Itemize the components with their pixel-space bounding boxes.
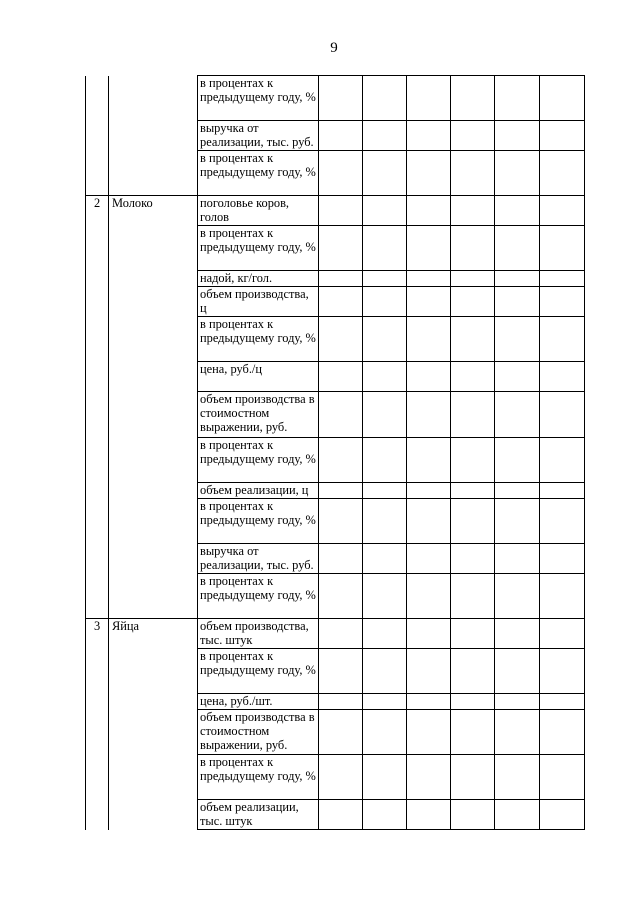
value-cell <box>451 574 495 619</box>
value-cell <box>363 619 407 649</box>
value-cell <box>407 574 451 619</box>
indicator-cell: цена, руб./шт. <box>198 694 319 710</box>
value-cell <box>495 499 540 544</box>
value-cell <box>319 121 363 151</box>
indicator-cell: объем производства в стоимостном выражении, руб. <box>198 710 319 755</box>
value-cell <box>540 710 585 755</box>
value-cell <box>495 755 540 800</box>
value-cell <box>451 619 495 649</box>
value-cell <box>407 76 451 121</box>
value-cell <box>407 362 451 392</box>
value-cell <box>495 76 540 121</box>
indicator-cell: в процентах к предыдущему году, % <box>198 317 319 362</box>
value-cell <box>319 499 363 544</box>
value-cell <box>451 544 495 574</box>
indicator-cell: в процентах к предыдущему году, % <box>198 76 319 121</box>
value-cell <box>319 544 363 574</box>
table-row <box>86 619 585 649</box>
value-cell <box>319 483 363 499</box>
value-cell <box>319 317 363 362</box>
value-cell <box>319 800 363 830</box>
row-number-cell <box>86 76 109 196</box>
value-cell <box>495 121 540 151</box>
value-cell <box>363 483 407 499</box>
value-cell <box>363 694 407 710</box>
page-number: 9 <box>330 40 338 56</box>
value-cell <box>363 499 407 544</box>
value-cell <box>540 800 585 830</box>
indicator-cell: объем производства в стоимостном выражении, руб. <box>198 392 319 438</box>
value-cell <box>319 710 363 755</box>
value-cell <box>540 196 585 226</box>
table-row <box>86 76 585 121</box>
value-cell <box>407 710 451 755</box>
value-cell <box>407 287 451 317</box>
value-cell <box>319 755 363 800</box>
value-cell <box>495 800 540 830</box>
value-cell <box>363 710 407 755</box>
value-cell <box>495 392 540 438</box>
value-cell <box>451 483 495 499</box>
value-cell <box>451 649 495 694</box>
value-cell <box>407 121 451 151</box>
value-cell <box>451 694 495 710</box>
value-cell <box>363 76 407 121</box>
indicator-cell: в процентах к предыдущему году, % <box>198 226 319 271</box>
value-cell <box>407 649 451 694</box>
value-cell <box>451 499 495 544</box>
value-cell <box>540 649 585 694</box>
row-number-cell: 2 <box>86 196 109 619</box>
table-row <box>86 196 585 226</box>
value-cell <box>319 362 363 392</box>
value-cell <box>495 196 540 226</box>
indicator-cell: в процентах к предыдущему году, % <box>198 574 319 619</box>
value-cell <box>319 392 363 438</box>
value-cell <box>540 619 585 649</box>
value-cell <box>363 121 407 151</box>
value-cell <box>540 317 585 362</box>
value-cell <box>495 574 540 619</box>
product-cell: Яйца <box>109 619 198 830</box>
value-cell <box>495 438 540 483</box>
value-cell <box>319 649 363 694</box>
value-cell <box>407 438 451 483</box>
value-cell <box>495 151 540 196</box>
value-cell <box>407 226 451 271</box>
value-cell <box>319 76 363 121</box>
value-cell <box>451 800 495 830</box>
value-cell <box>540 499 585 544</box>
indicator-cell: объем реализации, тыс. штук <box>198 800 319 830</box>
indicator-cell: объем производства, ц <box>198 287 319 317</box>
value-cell <box>540 694 585 710</box>
indicator-cell: цена, руб./ц <box>198 362 319 392</box>
value-cell <box>495 710 540 755</box>
value-cell <box>319 151 363 196</box>
row-number-cell: 3 <box>86 619 109 830</box>
value-cell <box>451 438 495 483</box>
value-cell <box>363 287 407 317</box>
value-cell <box>407 694 451 710</box>
value-cell <box>363 438 407 483</box>
value-cell <box>407 619 451 649</box>
value-cell <box>495 362 540 392</box>
value-cell <box>407 317 451 362</box>
value-cell <box>540 121 585 151</box>
value-cell <box>319 196 363 226</box>
value-cell <box>540 544 585 574</box>
value-cell <box>407 271 451 287</box>
value-cell <box>451 121 495 151</box>
value-cell <box>495 544 540 574</box>
value-cell <box>319 287 363 317</box>
value-cell <box>495 619 540 649</box>
value-cell <box>363 392 407 438</box>
value-cell <box>540 362 585 392</box>
indicator-cell: надой, кг/гол. <box>198 271 319 287</box>
value-cell <box>363 151 407 196</box>
indicator-cell: выручка от реализации, тыс. руб. <box>198 121 319 151</box>
value-cell <box>451 755 495 800</box>
product-cell <box>109 76 198 196</box>
indicator-cell: в процентах к предыдущему году, % <box>198 755 319 800</box>
indicator-cell: выручка от реализации, тыс. руб. <box>198 544 319 574</box>
value-cell <box>495 271 540 287</box>
value-cell <box>451 362 495 392</box>
value-cell <box>363 755 407 800</box>
value-cell <box>495 317 540 362</box>
value-cell <box>319 226 363 271</box>
value-cell <box>495 649 540 694</box>
value-cell <box>540 438 585 483</box>
value-cell <box>363 271 407 287</box>
value-cell <box>451 226 495 271</box>
value-cell <box>319 574 363 619</box>
value-cell <box>363 544 407 574</box>
indicator-cell: в процентах к предыдущему году, % <box>198 151 319 196</box>
value-cell <box>319 438 363 483</box>
indicator-cell: в процентах к предыдущему году, % <box>198 438 319 483</box>
value-cell <box>407 800 451 830</box>
value-cell <box>540 226 585 271</box>
indicator-cell: в процентах к предыдущему году, % <box>198 649 319 694</box>
value-cell <box>495 287 540 317</box>
value-cell <box>540 574 585 619</box>
value-cell <box>407 196 451 226</box>
value-cell <box>540 151 585 196</box>
value-cell <box>363 196 407 226</box>
value-cell <box>363 226 407 271</box>
indicator-cell: объем производства, тыс. штук <box>198 619 319 649</box>
value-cell <box>451 392 495 438</box>
indicator-cell: поголовье коров, голов <box>198 196 319 226</box>
indicator-cell: объем реализации, ц <box>198 483 319 499</box>
value-cell <box>540 287 585 317</box>
value-cell <box>495 694 540 710</box>
value-cell <box>495 226 540 271</box>
value-cell <box>363 649 407 694</box>
value-cell <box>407 499 451 544</box>
value-cell <box>495 483 540 499</box>
value-cell <box>451 317 495 362</box>
value-cell <box>407 544 451 574</box>
value-cell <box>540 483 585 499</box>
value-cell <box>451 151 495 196</box>
value-cell <box>451 76 495 121</box>
value-cell <box>319 271 363 287</box>
value-cell <box>319 694 363 710</box>
value-cell <box>451 710 495 755</box>
value-cell <box>540 271 585 287</box>
value-cell <box>451 196 495 226</box>
table-body <box>86 76 585 830</box>
value-cell <box>407 483 451 499</box>
value-cell <box>407 392 451 438</box>
value-cell <box>363 362 407 392</box>
indicators-table <box>85 75 585 830</box>
indicator-cell: в процентах к предыдущему году, % <box>198 499 319 544</box>
value-cell <box>540 755 585 800</box>
value-cell <box>451 271 495 287</box>
product-cell: Молоко <box>109 196 198 619</box>
value-cell <box>540 76 585 121</box>
value-cell <box>319 619 363 649</box>
value-cell <box>540 392 585 438</box>
value-cell <box>407 151 451 196</box>
value-cell <box>363 800 407 830</box>
value-cell <box>407 755 451 800</box>
value-cell <box>363 574 407 619</box>
value-cell <box>363 317 407 362</box>
value-cell <box>451 287 495 317</box>
